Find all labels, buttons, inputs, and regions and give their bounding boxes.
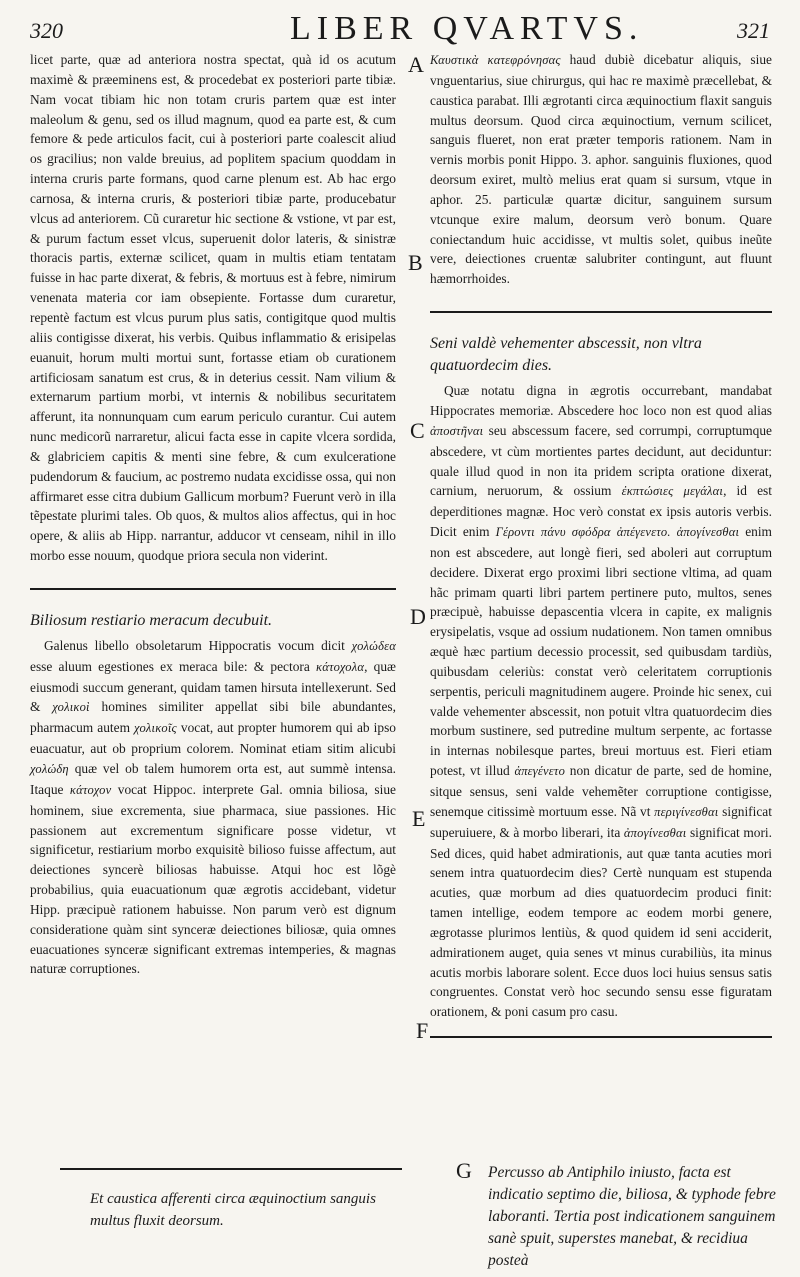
section-marker-e: E (412, 806, 426, 831)
right-paragraph-2 (430, 381, 772, 1022)
right-paragraph-1 (430, 50, 772, 289)
greek-term: κάτοχολα (316, 659, 365, 674)
text-span: haud dubiè dicebatur aliquis, siue vnguentarius, siue chirurgus, qui hac re maximè præcellebat, & caustica parabat. Illi ægrotanti circa æquinoctium flaxit sanguis multus deorsum. Quod circa æquinoctium, vernum scilicet, sanguis flueret, non erat præter temporis rationem. Nam in vernis morbis ponit Hippo. 3. aphor. sanguinis fluxiones, quod deorsum exiret, multò melius erat quam si sursum, vtque in aphor. 25. particulæ quartæ dicitur, sanguinem sursum vtcunque exire malum, deorsum verò bonum. Quare coniectandum huic accidisse, vt multis solet, quibus ineũte vere, deiectiones cruentæ salubriter contingunt, aut fluunt hæmorrhoides. (430, 52, 772, 287)
greek-term: περιγίνεσθαι (654, 804, 719, 819)
text-span: vocat Hippoc. interprete Gal. omnia biliosa, siue hominem, siue excrementa, siue pharmaca, siue passiones. Hic passionem aut excrementum significare posse videtur, vt significetur, restiarium morbo exquisitè bilioso fuisse affectum, aut deiectiones syncerè biliosas habuisse. Atqui hoc est lõgè probabilius, quia euacuationum quæ ægrotis accidebant, videtur Hipp. præcipuè rationem habuisse. Non parum verò est dignum consideratione quàm sint synceræ deiectiones biliosæ, quia omnes euacuationes synceræ significant extremas intemperies, & magnas naturæ corruptiones. (30, 781, 396, 977)
right-page-number: 321 (737, 18, 770, 43)
left-bottom-divider (60, 1168, 402, 1170)
left-section-heading: Biliosum restiario meracum decubuit. (30, 611, 273, 629)
right-bottom-heading: Percusso ab Antiphilo iniusto, facta est indicatio septimo die, biliosa, & typhode febre laboranti. Tertia post indicationem sanguinem sanè spuit, superstes manebat, & recidiua posteà (488, 1164, 776, 1269)
page-header (30, 10, 770, 50)
section-marker-f: F (416, 1018, 429, 1043)
text-span: non dicatur de parte, sed de homine, sitque sensus, seni valde vehemẽter corruptione contigisse, senemque citissimè mortuum esse. Nã vt (430, 763, 773, 819)
section-marker-g: G (456, 1158, 472, 1183)
text-span: vocat, aut propter humorem qui ab ipso euacuatur, aut ob proprium colorem. Nominat etiam sitim alicubi (30, 720, 396, 757)
section-marker-d: D (410, 604, 426, 629)
text-span: significat superuiuere, & à morbo liberari, ita (430, 803, 772, 840)
greek-term: χολώδη (30, 762, 69, 776)
text-span: seu abscessum facere, sed corrumpi, corruptumque abscedere, vt cùm mortientes partes decidunt, aut deciduntur: quale illud quod in non ita pridem scripta oratione dixerat, carnium, neruorum, & ossium (430, 422, 772, 499)
text-span: Galenus libello obsoletarum Hippocratis vocum dicit (44, 637, 345, 653)
greek-term: χολικοῖς (134, 721, 177, 736)
right-column (430, 50, 772, 1058)
left-paragraph-1: licet parte, quæ ad anteriora nostra spectat, quà id os acutum maximè & præeminens est, & procedebat ex posteriori parte tibiæ. Nam vocat tibiam hic non totam cruris partem quæ est inter maleolum & genu, sed os illud magnum, quod ea parte est, & cum femore & pede articulos facit, cui à posteriori parte coalescit aliud os gracilius; non valde breuius, ad poplitem spacium quoddam in interna cruris parte formans, quod carne plenum est. Ab hac ergo carnosa, & interna cruris, & posteriori tibiæ parte, producebatur vlcus ad anteriorem. Cũ curaretur hic sectione & vstione, vt par est, & purum factum esset vlcus, superuenit dolor lateris, & sinistræ thoracis partis, externæ scilicet, quam in multis etiam tentatam fuisse in hac parte dixerat, & febris, & mortuus est à febre, nimirum venenata materia cor iam obsepiente. Fortasse dum curaretur, repentè factum est vlcus purum plus satis, contigitque quod multis aliis contigisse dixerat, his verbis. Quibus inflammatio & erisipelas euanuit, horum multi mortui sunt, fortasse etiam ob curationem artificiosam sanatum est crus, & in deterius cessit. Nam vilium & externarum partium morbi, vt internis & nobilibus securitatem afferunt, ita nonnunquam cum earum periculo curantur. Cui autem nunc medicorũ narraretur, alicui facta esse in capite vlcera sordida, & glabriciem capitis & menti sine febre, & cum exulceratione pudendorum & faucium, ac postremo nudata excidisse ossa, qui non affirmaret esse citra dubium Gallicum morbum? Fuerunt verò in illa tẽpestate plurimi tales. Ob quos, & multos alios affectus, qui in hoc opere, & aliis ab Hipp. narrantur, adducor vt censeam, nihil in illo morbo esse nouum, quodque priora secula non viderint. (30, 52, 396, 564)
section-marker-a: A (408, 52, 424, 77)
text-span: esse aluum egestiones ex meraca bile: & pectora (30, 658, 310, 674)
right-section-heading: Seni valdè vehementer abscessit, non vltra quatuordecim dies. (430, 335, 702, 375)
text-span: significat mori. Sed dices, quid habet admirationis, aut quæ tanta acuties mori senem intra quatuordecim dies? Certè nunquam est stupenda acuties, quæ morbum ad dies quatuordecim produci finit: tamen intellige, eodem tempore ac eodem morbi genere, ægrotasse plurimos lentiùs, & quod quidem id seni acciderit, admirationem auget, quia senes vt minus curabiliùs, ita minus acutis morbis laborare solent. Ecce duos loci huius sensus satis congruentes. Constat verò hoc secundo sensu esse figuratam orationem, & poni casum pro casu. (430, 824, 772, 1020)
text-span: quæ vel ob talem humorem orta est, aut summè intensa. Itaque (30, 761, 396, 797)
greek-term: ἐκπτώσιες μεγάλαι (621, 484, 724, 499)
section-marker-b: B (408, 250, 423, 275)
greek-term: ἀπογίνεσθαι (623, 825, 687, 840)
greek-term: Καυστικὰ κατεφρόνησας (430, 53, 561, 67)
text-span: , quæ eiusmodi succum generant, quidam tamen hirsuta intellexerunt. Sed & (30, 658, 396, 715)
greek-term: κάτοχον (69, 782, 112, 797)
left-paragraph-2 (30, 636, 396, 979)
right-bottom-divider (430, 1036, 772, 1038)
text-span: enim non est abscedere, aut longè fieri, sed aboleri aut corruptum decidere. Dixerat ergo proximi libri sectione vltima, ad quam hãc primam quarti libri partem pertinere puto, multos, senes præcipuè, habuisse depascentia vlcera in capite, ex malignis erysipelatis, vsque ad ossium nudationem. Non tamen omnibus æquè hæc partium decessio processit, sed quibusdam tardiùs, quibusdam celeriùs: constat verò celeritatem corruptionis serpentis, periculi magnitudinem augere. Proinde hic senex, cui valde vehementer abscessit, non potuit vltra quatuordecim dies morbum sustinere, sed putredine multum serpente, ac fortasse in internas nobilesque partes, breui mortuus est. Fieri etiam potest, vt illud (430, 524, 772, 779)
greek-term: χολώδεα (351, 638, 396, 653)
text-span: , id est deperditiones magnæ. Hoc verò constat ex ipsis autoris verbis. Dicit enim (430, 483, 772, 540)
left-page-number: 320 (30, 18, 63, 43)
text-span: Quæ notatu digna in ægrotis occurrebant, mandabat Hippocrates memoriæ. Abscedere hoc loco non est quod alias (430, 383, 772, 418)
left-bottom-heading: Et caustica afferenti circa æquinoctium sanguis multus fluxit deorsum. (90, 1191, 376, 1229)
running-title: LIBER QVARTVS. (290, 10, 644, 47)
left-column (30, 50, 396, 983)
left-divider (30, 588, 396, 590)
section-marker-c: C (410, 418, 425, 443)
greek-term: Γέροντι πάνυ σφόδρα ἀπέγενετο. ἀπογίνεσθαι (495, 525, 740, 540)
right-divider (430, 311, 772, 313)
greek-term: ἀποστῆναι (430, 423, 484, 438)
greek-term: ἀπεγένετο (514, 764, 566, 779)
text-span: homines similiter appellat sibi bile abundantes, pharmacum autem (30, 699, 396, 736)
greek-term: χολικοὶ (52, 700, 90, 715)
